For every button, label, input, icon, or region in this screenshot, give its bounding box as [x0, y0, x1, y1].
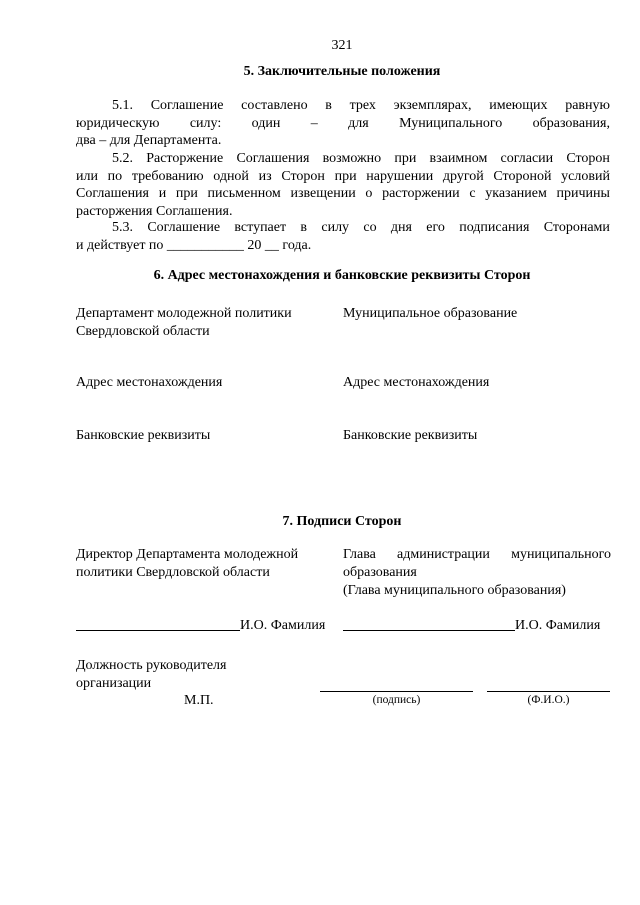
section-5-heading: 5. Заключительные положения	[243, 64, 441, 79]
paragraph-5-2-line-3: Соглашения и при письменном извещении о расторжении с указанием причины	[76, 186, 610, 201]
section-6-heading: 6. Адрес местонахождения и банковские реквизиты Сторон	[153, 268, 531, 283]
right-bank-label: Банковские реквизиты	[343, 428, 478, 443]
left-party-name: Департамент молодежной политики Свердловской области	[76, 306, 292, 339]
signature-caption: (подпись)	[372, 694, 421, 706]
paragraph-5-1-line-2: юридическую силу: один – для Муниципального образования,	[76, 115, 610, 131]
paragraph-5-2-line-1: 5.2. Расторжение Соглашения возможно при взаимном согласии Сторон	[112, 151, 610, 166]
left-signature-blank[interactable]	[76, 629, 240, 631]
fio-field-line[interactable]	[487, 690, 610, 692]
paragraph-5-1	[76, 97, 610, 150]
right-signature-name: И.О. Фамилия	[515, 618, 601, 633]
right-signatory-title: Глава администрации муниципального образования (Глава муниципального образования)	[343, 547, 611, 598]
paragraph-5-3-line-1: 5.3. Соглашение вступает в силу со дня его подписания Сторонами	[112, 220, 610, 235]
left-signature-line	[76, 617, 334, 635]
right-address-label: Адрес местонахождения	[343, 375, 490, 390]
section-7-heading: 7. Подписи Сторон	[282, 514, 402, 529]
left-signatory-title: Директор Департамента молодежной политики Свердловской области	[76, 547, 299, 580]
fio-caption: (Ф.И.О.)	[527, 694, 570, 706]
paragraph-5-3-line-2: и действует по ___________ 20 __ года.	[76, 237, 312, 253]
paragraph-5-3	[76, 219, 610, 254]
left-address-label: Адрес местонахождения	[76, 375, 223, 390]
right-signature-blank[interactable]	[343, 629, 515, 631]
stamp-label: М.П.	[184, 693, 214, 708]
right-party-name: Муниципальное образование	[343, 306, 518, 321]
left-bank-label: Банковские реквизиты	[76, 428, 211, 443]
paragraph-5-2-line-2: или по требованию одной из Сторон при нарушении другой Стороной условий	[76, 168, 610, 184]
page-number: 321	[331, 38, 353, 53]
right-signature-line	[343, 617, 611, 635]
paragraph-5-1-line-1: 5.1. Соглашение составлено в трех экземплярах, имеющих равную	[112, 98, 610, 113]
paragraph-5-1-line-3: два – для Департамента.	[76, 133, 222, 148]
paragraph-5-2-line-4: расторжения Соглашения.	[76, 203, 233, 219]
paragraph-5-2	[76, 150, 610, 220]
signature-field-line[interactable]	[320, 690, 473, 692]
organization-position-label: Должность руководителя организации	[76, 658, 227, 691]
left-signature-name: И.О. Фамилия	[240, 618, 326, 633]
